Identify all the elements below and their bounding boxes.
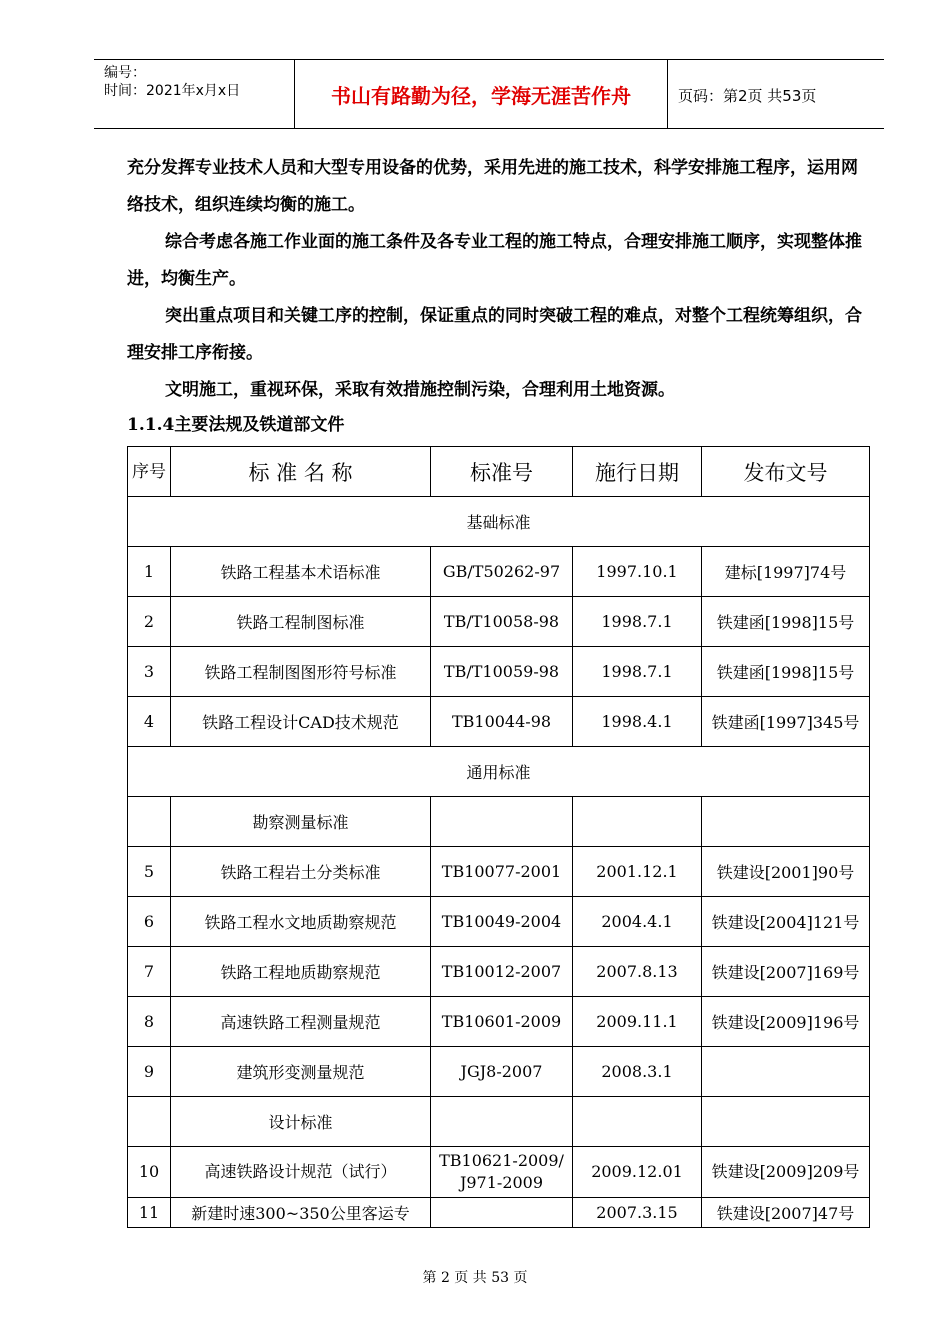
- cell-doc: 铁建函[1998]15号: [702, 647, 870, 697]
- cell-name: 铁路工程设计CAD技术规范: [171, 697, 431, 747]
- cell-date: 2007.8.13: [573, 947, 702, 997]
- cell-doc: [702, 797, 870, 847]
- cell-code: [431, 797, 573, 847]
- cell-code: [431, 1198, 573, 1228]
- cell-seq: 5: [128, 847, 171, 897]
- cell-seq: 11: [128, 1198, 171, 1228]
- cell-code: [431, 1097, 573, 1147]
- section-title: 1.1.4主要法规及铁道部文件: [127, 415, 345, 435]
- cell-date: [573, 797, 702, 847]
- cell-seq: 4: [128, 697, 171, 747]
- cell-name: 铁路工程地质勘察规范: [171, 947, 431, 997]
- cell-seq: 8: [128, 997, 171, 1047]
- header-doc: 发布文号: [702, 447, 870, 497]
- cell-name: 铁路工程制图图形符号标准: [171, 647, 431, 697]
- cell-date: 1998.7.1: [573, 597, 702, 647]
- cell-doc: 铁建设[2007]47号: [702, 1198, 870, 1228]
- subgroup-design: 设计标准: [171, 1097, 431, 1147]
- cell-date: 2001.12.1: [573, 847, 702, 897]
- header-name: 标 准 名 称: [171, 447, 431, 497]
- header-motto: 书山有路勤为径，学海无涯苦作舟: [331, 84, 631, 108]
- cell-name: 铁路工程基本术语标准: [171, 547, 431, 597]
- table-header-row: [128, 447, 870, 497]
- cell-code: [431, 1147, 573, 1198]
- cell-name: 高速铁路工程测量规范: [171, 997, 431, 1047]
- table-row: [128, 1147, 870, 1198]
- cell-name: 高速铁路设计规范（试行）: [171, 1147, 431, 1198]
- header-seq: 序号: [128, 447, 171, 497]
- cell-doc: [702, 1047, 870, 1097]
- cell-date: 1998.4.1: [573, 697, 702, 747]
- cell-code: TB10077-2001: [431, 847, 573, 897]
- paragraph: 突出重点项目和关键工序的控制，保证重点的同时突破工程的难点，对整个工程统筹组织，合理安排工序衔接。: [127, 306, 862, 363]
- cell-seq: 7: [128, 947, 171, 997]
- table-row: [128, 1047, 870, 1097]
- cell-date: 2004.4.1: [573, 897, 702, 947]
- cell-doc: 建标[1997]74号: [702, 547, 870, 597]
- document-number-label: 编号：: [104, 65, 146, 81]
- cell-doc: 铁建设[2004]121号: [702, 897, 870, 947]
- cell-name: 铁路工程水文地质勘察规范: [171, 897, 431, 947]
- paragraph: 文明施工，重视环保，采取有效措施控制污染，合理利用土地资源。: [165, 380, 675, 400]
- cell-seq: [128, 797, 171, 847]
- cell-doc: [702, 1097, 870, 1147]
- cell-code: TB10044-98: [431, 697, 573, 747]
- subgroup-row: [128, 1097, 870, 1147]
- group-row: [128, 747, 870, 797]
- standards-table: [127, 446, 870, 1228]
- cell-date: 2008.3.1: [573, 1047, 702, 1097]
- header-date: 施行日期: [573, 447, 702, 497]
- table-row: [128, 697, 870, 747]
- group-row: [128, 497, 870, 547]
- cell-doc: 铁建函[1997]345号: [702, 697, 870, 747]
- cell-date: [573, 1097, 702, 1147]
- cell-code-line2: J971-2009: [459, 1173, 544, 1192]
- cell-doc: 铁建设[2007]169号: [702, 947, 870, 997]
- cell-code: GB/T50262-97: [431, 547, 573, 597]
- page-header: [94, 59, 884, 129]
- cell-seq: 10: [128, 1147, 171, 1198]
- group-basic: 基础标准: [128, 497, 870, 547]
- cell-seq: [128, 1097, 171, 1147]
- table-row: [128, 1198, 870, 1228]
- cell-code: TB10049-2004: [431, 897, 573, 947]
- group-general: 通用标准: [128, 747, 870, 797]
- document-time: 时间：2021年x月x日: [104, 83, 241, 99]
- cell-doc: 铁建设[2009]196号: [702, 997, 870, 1047]
- header-divider: [667, 60, 668, 128]
- cell-seq: 9: [128, 1047, 171, 1097]
- table-row: [128, 647, 870, 697]
- cell-doc: 铁建设[2009]209号: [702, 1147, 870, 1198]
- subgroup-row: [128, 797, 870, 847]
- cell-doc: 铁建函[1998]15号: [702, 597, 870, 647]
- header-code: 标准号: [431, 447, 573, 497]
- table-row: [128, 947, 870, 997]
- cell-seq: 2: [128, 597, 171, 647]
- table-row: [128, 847, 870, 897]
- paragraph: 综合考虑各施工作业面的施工条件及各专业工程的施工特点，合理安排施工顺序，实现整体推进，均衡生产。: [127, 232, 862, 289]
- table-row: [128, 597, 870, 647]
- cell-seq: 3: [128, 647, 171, 697]
- body-text: [127, 150, 869, 409]
- cell-seq: 1: [128, 547, 171, 597]
- cell-doc: 铁建设[2001]90号: [702, 847, 870, 897]
- cell-date: 2009.11.1: [573, 997, 702, 1047]
- table-row: [128, 547, 870, 597]
- cell-code: TB/T10058-98: [431, 597, 573, 647]
- cell-code: JGJ8-2007: [431, 1047, 573, 1097]
- cell-name: 建筑形变测量规范: [171, 1047, 431, 1097]
- cell-name: 铁路工程岩土分类标准: [171, 847, 431, 897]
- cell-code: TB/T10059-98: [431, 647, 573, 697]
- header-page-info: 页码：第2页 共53页: [678, 87, 817, 105]
- cell-name: 新建时速300~350公里客运专: [171, 1198, 431, 1228]
- paragraph: 充分发挥专业技术人员和大型专用设备的优势，采用先进的施工技术，科学安排施工程序，运用网络技术，组织连续均衡的施工。: [127, 158, 858, 215]
- cell-seq: 6: [128, 897, 171, 947]
- cell-code: TB10012-2007: [431, 947, 573, 997]
- cell-code-line1: TB10621-2009/: [439, 1151, 564, 1170]
- cell-date: 2007.3.15: [573, 1198, 702, 1228]
- table-row: [128, 897, 870, 947]
- cell-date: 1998.7.1: [573, 647, 702, 697]
- cell-code: TB10601-2009: [431, 997, 573, 1047]
- subgroup-survey: 勘察测量标准: [171, 797, 431, 847]
- table-row: [128, 997, 870, 1047]
- cell-date: 2009.12.01: [573, 1147, 702, 1198]
- header-meta: [104, 64, 240, 100]
- cell-name: 铁路工程制图标准: [171, 597, 431, 647]
- cell-date: 1997.10.1: [573, 547, 702, 597]
- page-footer: 第 2 页 共 53 页: [422, 1270, 528, 1286]
